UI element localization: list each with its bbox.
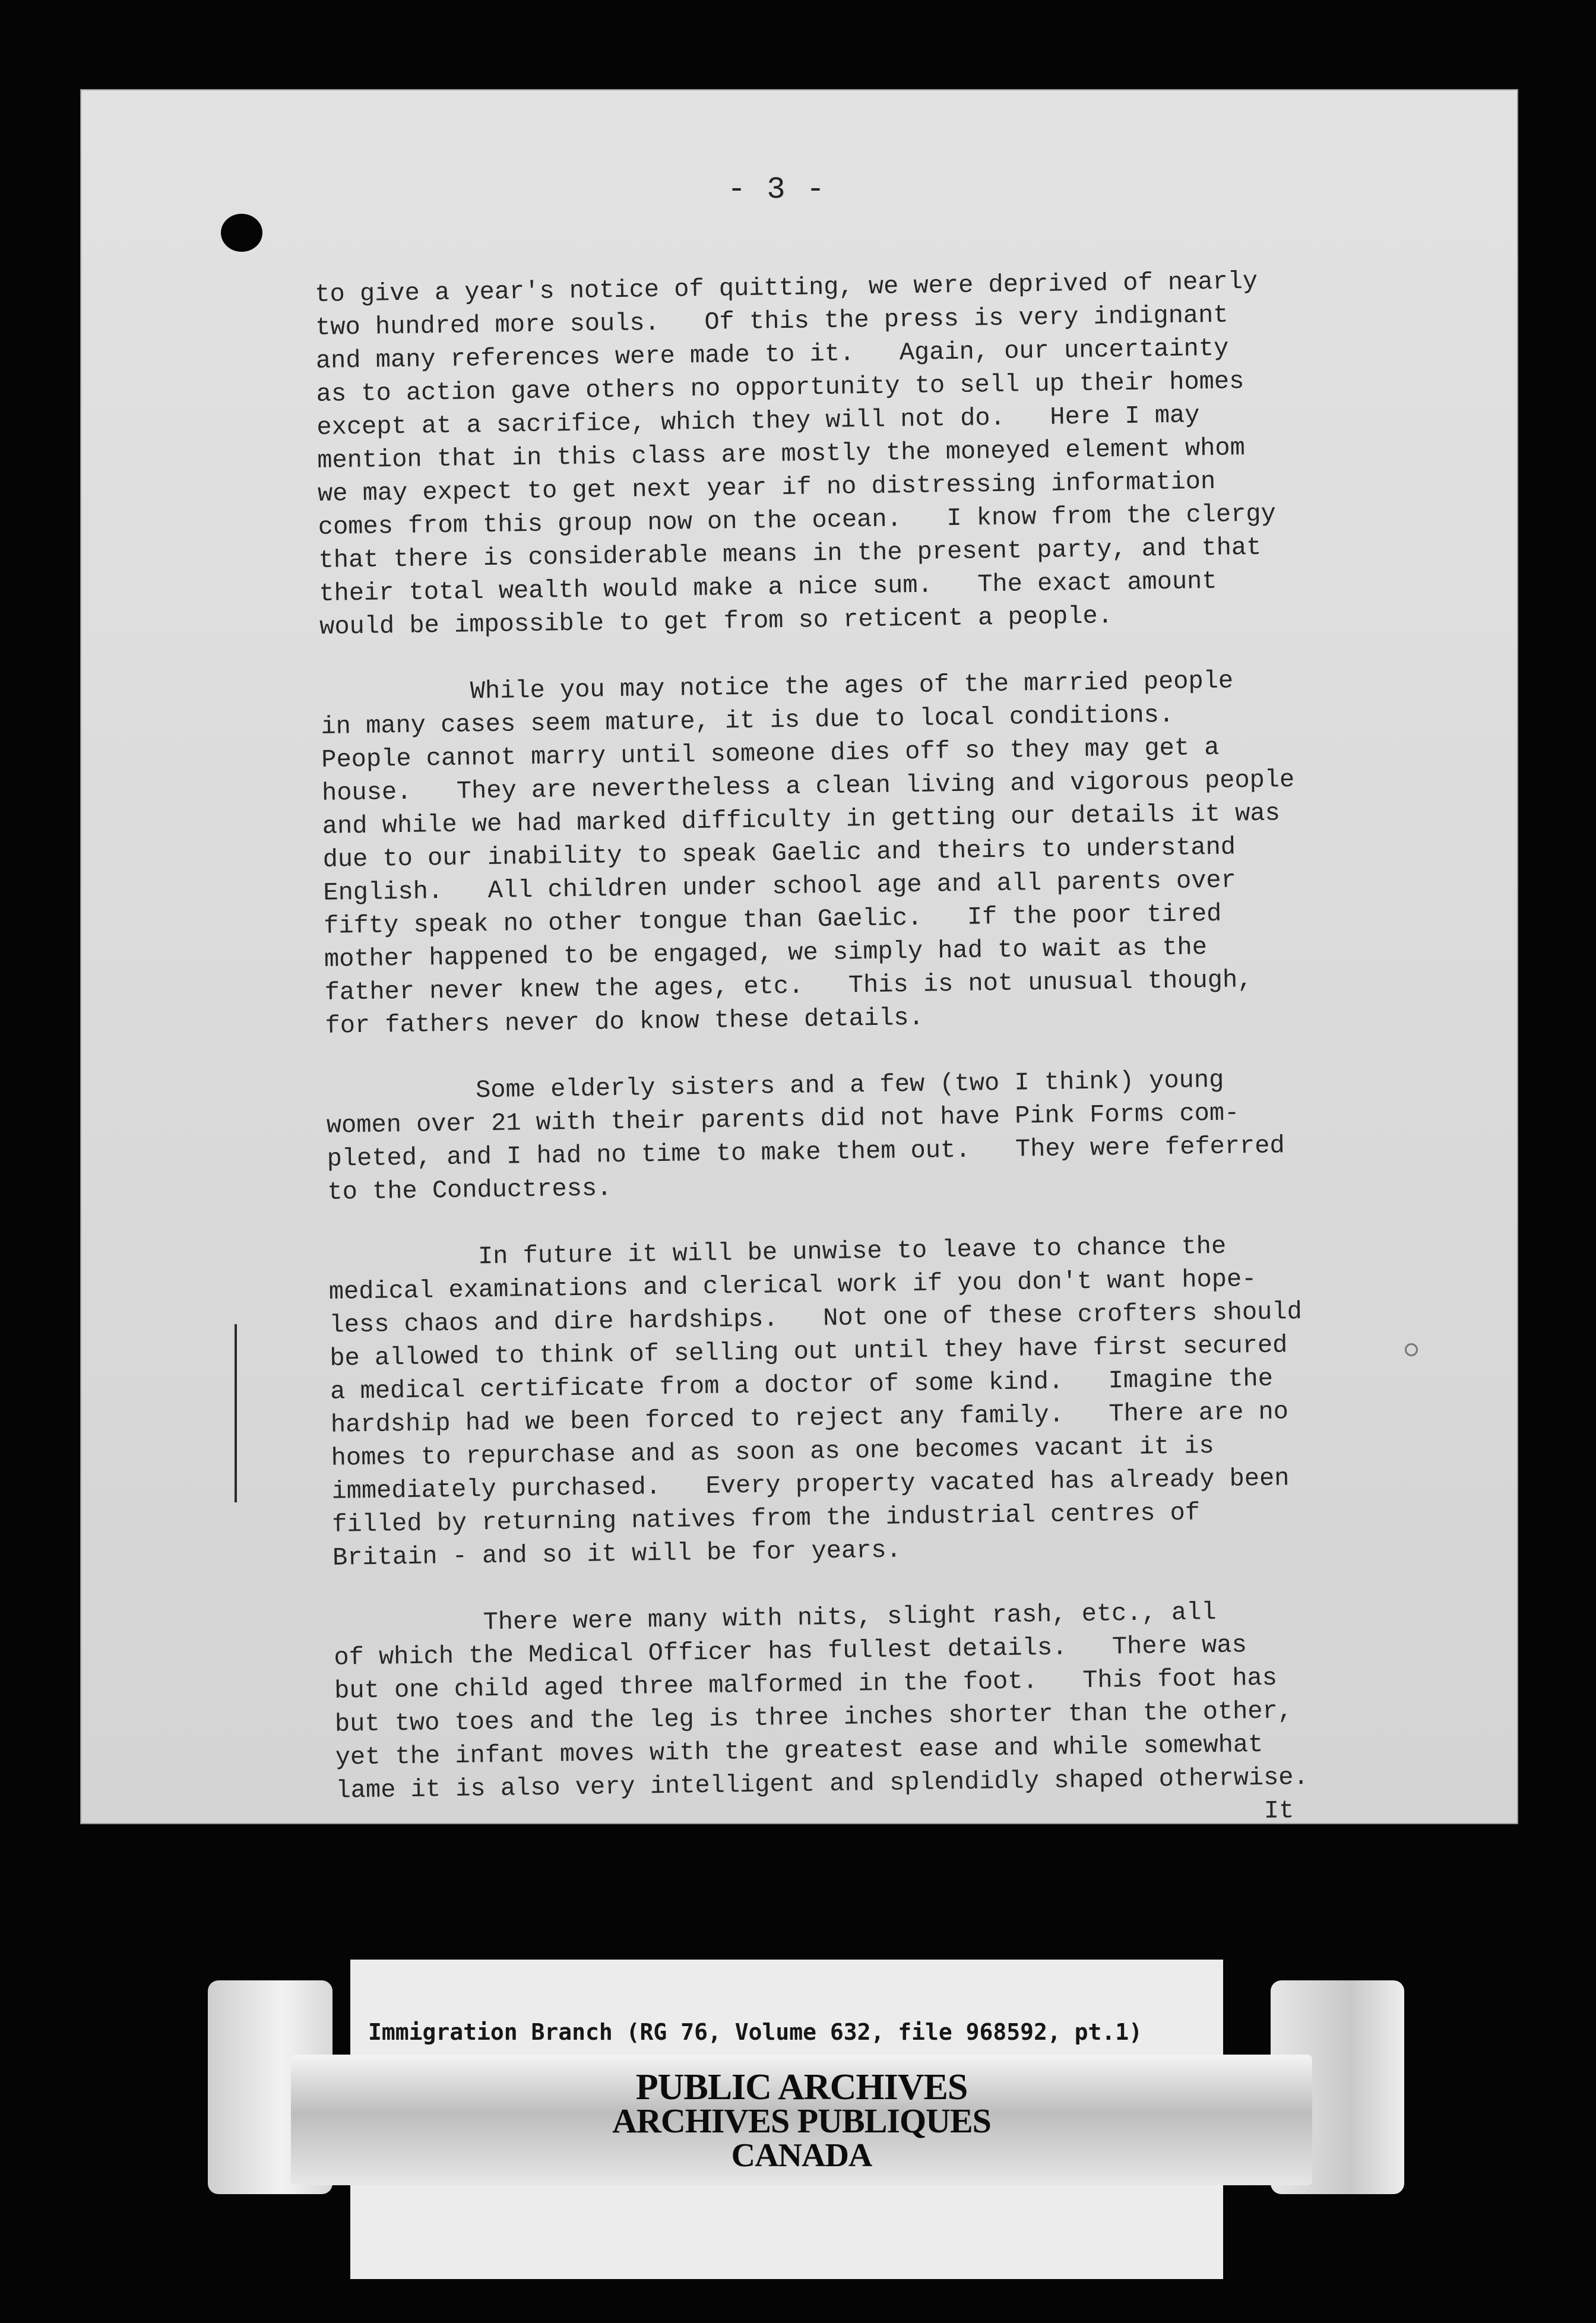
stamp-line-canada: CANADA — [731, 2137, 872, 2174]
stamp-line-archives-publiques: ARCHIVES PUBLIQUES — [612, 2102, 991, 2140]
paragraph-medical-examinations: In future it will be unwise to leave to chance the medical examinations and clerical work if you don't want hope- less chaos and dire hardships. Not one of these crofters should be allowed to think of selling out until they have first secured a medical certificate from a doctor of some kind. Imagine the hardship had we been forced to reject any family. There are no homes to repurchase and as soon as one becomes vacant it is immediately purchased. Every property vacated has already been filled by returning natives from the industrial centres of Britain - and so it will be for years. — [328, 1232, 1303, 1572]
archive-reference-text: Immigration Branch (RG 76, Volume 632, file 968592, pt.1) — [368, 2019, 1143, 2045]
letter-body — [315, 262, 1500, 1841]
stamp-line-public-archives: PUBLIC ARCHIVES — [635, 2067, 968, 2107]
document-page — [80, 89, 1518, 1838]
paragraph-notice-of-quitting: to give a year's notice of quitting, we were deprived of nearly two hundred more souls. Of this the press is very indignant and many references were made to it. Again, our uncertainty as to action gave others no opportunity to sell up their homes except at a sacrifice, which they will not do. Here I may mention that in this class are mostly the moneyed element whom we may expect to get next year if no distressing information comes from this group now on the ocean. I know from the clergy that there is considerable means in the present party, and that their total wealth would make a nice sum. The exact amount would be impossible to get from so reticent a people. — [315, 267, 1277, 641]
page-number: - 3 - — [727, 172, 826, 207]
paragraph-ages-of-married-people: While you may notice the ages of the married people in many cases seem mature, it is due to local conditions. People cannot marry until someone dies off so they may get a house. They are nevertheless a clean living and vigorous people and while we had marked difficulty in getting our details it was due to our inability to speak Gaelic and theirs to understand English. All children under school age and all parents over fifty speak no other tongue than Gaelic. If the poor tired mother happened to be engaged, we simply had to wait as the father never knew the ages, etc. This is not unusual though, for fathers never do know these details. — [320, 666, 1295, 1040]
margin-dot-mark — [1405, 1343, 1418, 1356]
paragraph-medical-findings: There were many with nits, slight rash, etc., all of which the Medical Officer has fullest details. There was but one child aged three malformed in the foot. This foot has but two toes and the leg is three inches shorter than the other, yet the infant moves with the greatest ease and while somewhat lame it is also very intelligent and splendidly shaped otherwise. It — [333, 1598, 1309, 1838]
margin-annotation-line — [235, 1324, 237, 1502]
hole-punch-mark — [221, 214, 262, 252]
paragraph-pink-forms: Some elderly sisters and a few (two I think) young women over 21 with their parents did not have Pink Forms com- pleted, and I had no time to make them out. They were feferred to the Conductress. — [325, 1065, 1285, 1207]
archives-stamp — [291, 2055, 1312, 2185]
